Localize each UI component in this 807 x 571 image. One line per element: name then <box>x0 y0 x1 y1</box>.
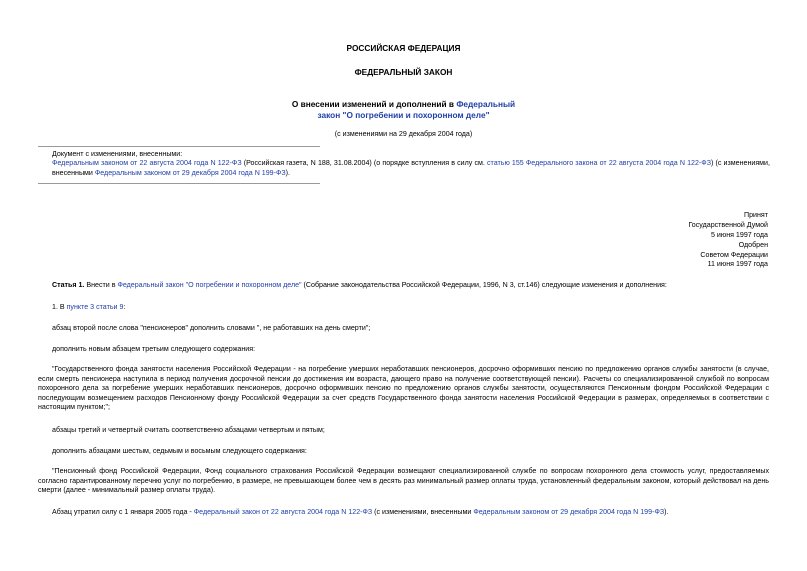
item-1-paragraph <box>52 303 769 313</box>
amendment-link-122fz[interactable]: Федеральным законом от 22 августа 2004 года N 122-ФЗ <box>52 159 242 167</box>
adoption-block <box>568 211 768 270</box>
article-1-law-link[interactable]: Федеральный закон "О погребении и похоронном деле" <box>117 281 302 289</box>
adoption-line: 5 июня 1997 года <box>711 230 768 239</box>
adoption-line: 11 июня 1997 года <box>707 260 768 269</box>
document-title <box>0 99 807 121</box>
title-prefix: О внесении изменений и дополнений в <box>291 99 457 109</box>
paragraph-1: абзац второй после слова "пенсионеров" дополнить словами ", не работавших на день смерти"; <box>52 324 371 332</box>
paragraph-2: дополнить новым абзацем третьим следующего содержания: <box>52 345 256 353</box>
top-divider <box>38 146 320 147</box>
amendment-text-3: ). <box>285 168 291 177</box>
amendment-text-2: ) (с изменениями, внесенными <box>52 159 770 177</box>
amendment-link-199fz[interactable]: Федеральным законом от 29 декабря 2004 года N 199-ФЗ <box>94 168 286 177</box>
article-1-text-before: Внести в <box>84 281 118 289</box>
law-type-heading: ФЕДЕРАЛЬНЫЙ ЗАКОН <box>354 67 453 77</box>
repealed-link-199fz[interactable]: Федеральным законом от 29 декабря 2004 года N 199-ФЗ <box>473 508 665 516</box>
paragraph-5: дополнить абзацами шестым, седьмым и восьмым следующего содержания: <box>52 447 307 455</box>
item-1-suffix: : <box>123 303 126 311</box>
article-1-paragraph <box>52 281 769 291</box>
article-1-label: Статья 1. <box>52 281 85 289</box>
adoption-line: Принят <box>743 211 768 219</box>
item-1-prefix: 1. В <box>52 303 67 311</box>
amendments-intro: Документ с изменениями, внесенными: <box>52 150 183 158</box>
repealed-text-before: Абзац утратил силу с 1 января 2005 года - <box>52 508 194 516</box>
paragraph-3: "Государственного фонда занятости населения Российской Федерации - на погребение умерших неработавших пенсионеров, досрочно оформивших пенсию по предложению органов службы занятости (в случае, если смерть пенсионера наступила в период получения досрочной пенсии до достижения им возраста, дающего право на получение соответствующей пенсии). Расчеты со специализированной службой по вопросам похоронного дела за погребение умерших неработавших пенсионеров, досрочно оформивших пенсию по предложению органов службы занятости, осуществляются Пенсионным фондом Российской Федерации с последующим возмещением расходов Пенсионному фонду Российской Федерации за счет средств Государственного фонда занятости населения Российской Федерации в размерах, определяемых в соответствии с настоящим пунктом;"; <box>38 365 769 412</box>
revision-note: (с изменениями на 29 декабря 2004 года) <box>334 130 473 138</box>
title-link-part1[interactable]: Федеральный <box>456 99 516 109</box>
title-link-part2[interactable]: закон "О погребении и похоронном деле" <box>317 110 490 120</box>
paragraph-6: "Пенсионный фонд Российской Федерации, Фонд социального страхования Российской Федерации возмещают специализированной службе по вопросам похоронного дела стоимость услуг, предоставляемых согласно гарантированному перечню услуг по погребению, в размере, не превышающем более чем в десять раз минимальный размер оплаты труда, установленный федеральным законом, который действовал на день смерти (далее - минимальный размер оплаты труда). <box>38 467 769 495</box>
adoption-line: Советом Федерации <box>700 250 768 259</box>
adoption-line: Государственной Думой <box>688 220 768 229</box>
repealed-text-after: ). <box>664 508 669 516</box>
repealed-link-122fz[interactable]: Федеральный закон от 22 августа 2004 года N 122-ФЗ <box>193 508 373 516</box>
amendments-text <box>52 159 770 178</box>
repealed-paragraph <box>52 508 769 518</box>
item-1-link[interactable]: пункте 3 статьи 9 <box>66 303 124 311</box>
country-heading: РОССИЙСКАЯ ФЕДЕРАЦИЯ <box>346 43 461 53</box>
article-1-text-after: (Собрание законодательства Российской Федерации, 1996, N 3, ст.146) следующие изменения и дополнения: <box>301 281 667 289</box>
bottom-divider <box>38 183 320 184</box>
paragraph-4: абзацы третий и четвертый считать соответственно абзацами четвертым и пятым; <box>52 426 325 434</box>
amendment-text-1: (Российская газета, N 188, 31.08.2004) (о порядке вступления в силу см. <box>241 159 487 167</box>
amendment-link-article155[interactable]: статью 155 Федерального закона от 22 августа 2004 года N 122-ФЗ <box>487 159 711 167</box>
repealed-text-mid: (с изменениями, внесенными <box>372 508 474 516</box>
adoption-line: Одобрен <box>738 240 768 249</box>
